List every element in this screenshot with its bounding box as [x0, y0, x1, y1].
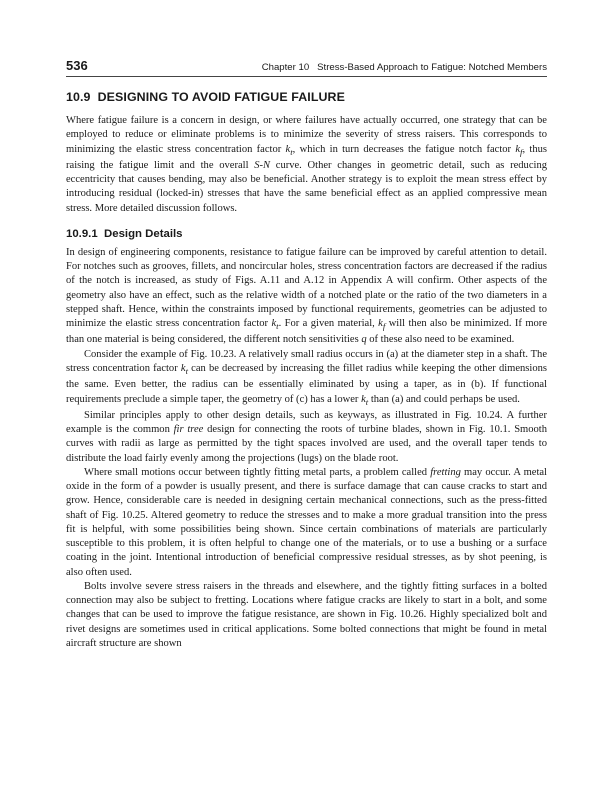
- subsection-number: 10.9.1: [66, 227, 98, 240]
- section-title: DESIGNING TO AVOID FATIGUE FAILURE: [97, 90, 345, 104]
- running-header: [66, 58, 547, 73]
- paragraph-keyways: Similar principles apply to other design details, such as keyways, as illustrated in Fig. 10.24. A further example is the common fir tree design for connecting the roots of turbine blades, shown in Fig. 10.1. Smooth curves with radii as large as permitted by the tight spaces involved are used, and the overall taper tends to distribute the load fairly evenly among the projections (lugs) on the blade root.: [66, 409, 548, 464]
- paragraph-fretting: Where small motions occur between tightly fitting metal parts, a problem called fretting may occur. A metal oxide in the form of a powder is usually present, and there is surface damage that can cause cracks to start and grow. Hence, considerable care is needed in designing certain mechanical connections, such as the press-fitted shaft of Fig. 10.25. Altered geometry to reduce the stresses and to make a more gradual transition into the press fit is helpful, with some possibilities being shown. Since certain combinations of materials are particularly susceptible to this problem, it is often helpful to change one of the materials, or to use a bushing or a surface coating in the joint. Intentional introduction of beneficial compressive residual stresses, as by shot peening, is also often used.: [66, 466, 547, 578]
- section-number: 10.9: [66, 90, 91, 104]
- page-number: 536: [66, 58, 88, 73]
- paragraph-design-details: In design of engineering components, resistance to fatigue failure can be improved by careful attention to detail. For notches such as grooves, fillets, and noncircular holes, stress concentration factors are decreased if the radius of the notch is increased, as study of Figs. A.11 and A.12 in Appendix A will confirm. Other aspects of the geometry also have an effect, such as the relative width of a notched plate or the ratio of the two diameters in a stepped shaft. Hence, within the constraints imposed by functional requirements, geometries can be adjusted to minimize the elastic stress concentration factor $k_t$. For a given material, $k_f$ will then also be minimized. If more than one material is being considered, the different notch sensitivities q of these also need to be examined.: [66, 246, 548, 346]
- section-heading: [66, 90, 547, 104]
- chapter-title: Stress-Based Approach to Fatigue: Notched Members: [317, 62, 547, 73]
- running-title: [262, 62, 547, 73]
- intro-paragraph: Where fatigue failure is a concern in design, or where failures have actually occurred, one strategy that can be employed to reduce or eliminate problems is to minimize the severity of stress raisers. This corresponds to minimizing the elastic stress concentration factor $k_t$, which in turn decreases the fatigue notch factor $k_f$, thus raising the fatigue limit and the overall S-N curve. Other changes in geometric detail, such as reducing eccentricity that causes bending, may also be beneficial. Another strategy is to exploit the mean stress effect by introducing residual (locked-in) stresses that have the same beneficial effect as an applied compressive mean stress. More detailed discussion follows.: [66, 115, 547, 214]
- paragraph-fig-10-23: Consider the example of Fig. 10.23. A relatively small radius occurs in (a) at the diameter step in a shaft. The stress concentration factor $k_t$ can be decreased by increasing the fillet radius while keeping the other dimensions the same. Even better, the radius can be essentially eliminated by using a taper, as in (b). If functional requirements preclude a simple taper, the geometry of (c) has a lower $k_t$ than (a) and could perhaps be used.: [66, 348, 547, 407]
- paragraph-bolts: Bolts involve severe stress raisers in the threads and elsewhere, and the tightly fitting surfaces in a bolted connection may also be subject to fretting. Locations where fatigue cracks are likely to start in a bolt, and some changes that can be used to improve the fatigue resistance, are shown in Fig. 10.26. Highly specialized bolt and rivet designs are sometimes used in critical applications. Some bolted connections that might be found in metal aircraft structure are shown: [66, 580, 547, 649]
- subsection-title: Design Details: [104, 227, 183, 240]
- subsection-heading: [66, 228, 547, 240]
- chapter-label: Chapter 10: [261, 62, 310, 73]
- page-body: [66, 90, 547, 651]
- header-rule: [66, 76, 547, 77]
